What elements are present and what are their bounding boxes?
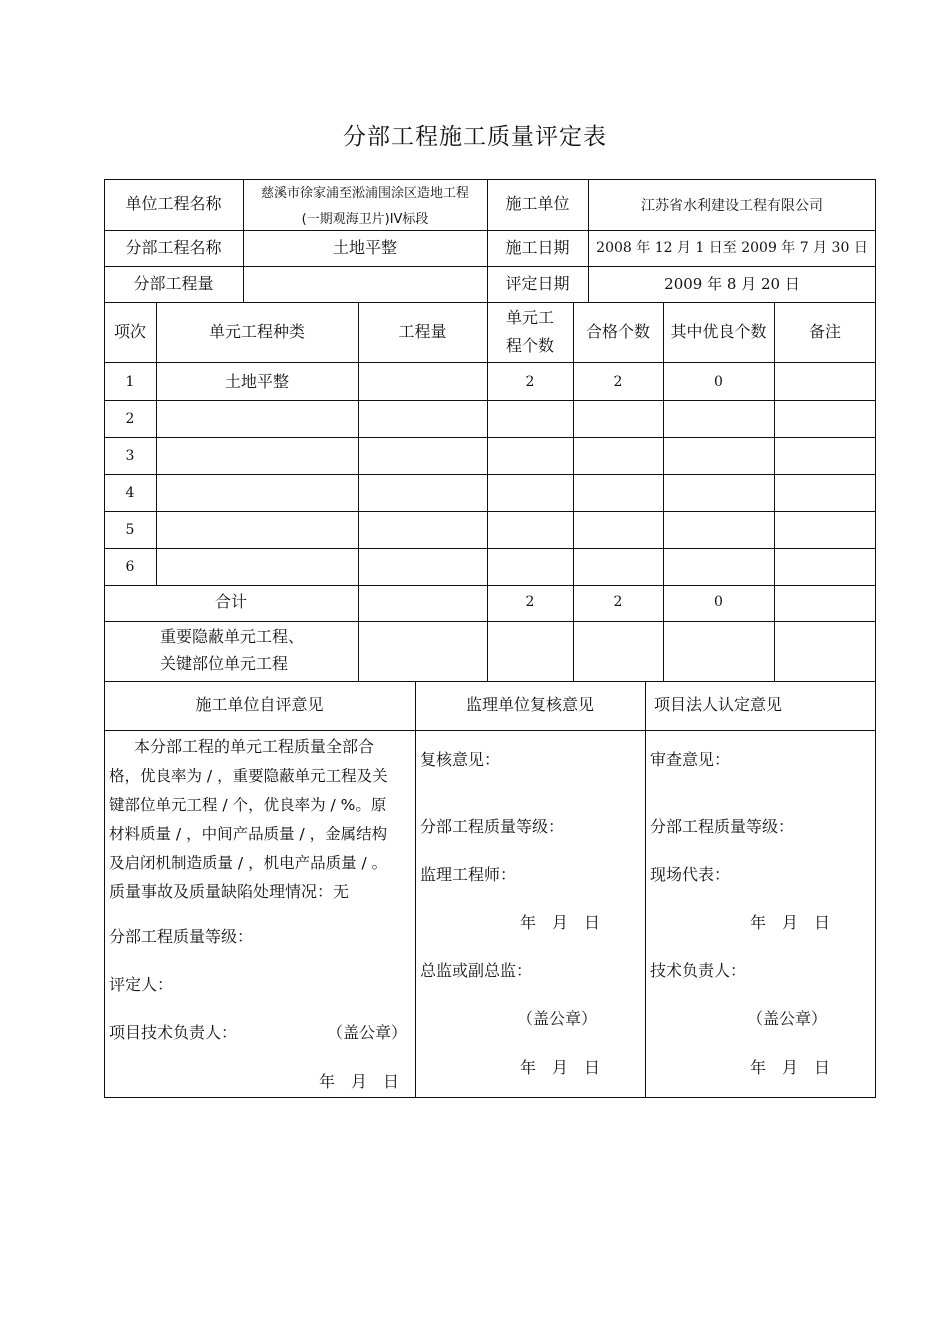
owner-seal: （盖公章） (747, 1009, 828, 1028)
contractor-opinion-text-2: 格，优良率为 / ，重要隐蔽单元工程及关 (109, 767, 388, 785)
row-divider (104, 548, 876, 549)
row-divider (104, 681, 876, 682)
unit-project-name-line1: 慈溪市徐家浦至淞浦围涂区造地工程 (260, 186, 469, 201)
owner-date-2: 年 月 日 (750, 1058, 831, 1077)
construction-date-value: 2008 年 12 月 1 日至 2009 年 7 月 30 日 (596, 240, 868, 256)
owner-grade-label: 分部工程质量等级： (650, 817, 795, 836)
row-seq: 3 (125, 448, 135, 464)
row-divider (104, 621, 876, 622)
eval-date-value: 2009 年 8 月 20 日 (664, 275, 800, 293)
row-divider (104, 302, 876, 303)
row-seq: 6 (125, 559, 135, 575)
col-divider (487, 302, 488, 681)
contractor-value: 江苏省水利建设工程有限公司 (641, 198, 823, 214)
contractor-date: 年 月 日 (319, 1072, 400, 1091)
row-type: 土地平整 (224, 372, 289, 391)
supervisor-grade-label: 分部工程质量等级： (420, 817, 565, 836)
page-title: 分部工程施工质量评定表 (343, 124, 607, 150)
construction-date-label: 施工日期 (505, 238, 570, 257)
row-divider (104, 362, 876, 363)
col-divider (415, 681, 416, 1098)
unit-project-name-line2: (一期观海卫片)IV标段 (301, 212, 429, 227)
col-divider (358, 302, 359, 681)
col-header-quantity: 工程量 (398, 322, 447, 341)
col-header-pass: 合格个数 (585, 322, 650, 341)
col-header-count-line2: 程个数 (505, 336, 554, 355)
unit-project-label: 单位工程名称 (125, 194, 222, 213)
contractor-grade-label: 分部工程质量等级： (109, 927, 254, 946)
sub-project-label: 分部工程名称 (125, 238, 222, 257)
owner-date-1: 年 月 日 (750, 913, 831, 932)
owner-opinion-header: 项目法人认定意见 (654, 695, 783, 714)
total-pass: 2 (613, 594, 623, 610)
col-header-remark: 备注 (808, 322, 841, 341)
contractor-opinion-text-5: 及启闭机制造质量 / ，机电产品质量 / 。 (109, 854, 388, 872)
contractor-tech-lead-label: 项目技术负责人： (109, 1023, 238, 1042)
row-pass: 2 (613, 374, 623, 390)
row-divider (104, 474, 876, 475)
col-divider (156, 302, 157, 585)
row-seq: 4 (125, 485, 135, 501)
contractor-evaluator-label: 评定人： (109, 975, 174, 994)
owner-review-label: 审查意见： (650, 750, 731, 769)
owner-representative-label: 现场代表： (650, 865, 731, 884)
contractor-opinion-header: 施工单位自评意见 (195, 695, 324, 714)
col-divider (774, 302, 775, 681)
col-header-count-line1: 单元工 (505, 308, 554, 327)
row-count: 2 (525, 374, 535, 390)
supervisor-opinion-header: 监理单位复核意见 (465, 695, 594, 714)
row-divider (104, 400, 876, 401)
total-count: 2 (525, 594, 535, 610)
row-excellent: 0 (714, 374, 723, 390)
row-seq: 2 (125, 411, 135, 427)
col-divider (663, 302, 664, 681)
supervisor-date-1: 年 月 日 (520, 913, 601, 932)
contractor-label: 施工单位 (505, 194, 570, 213)
contractor-seal: （盖公章） (327, 1023, 408, 1042)
contractor-opinion-text-1: 本分部工程的单元工程质量全部合 (134, 737, 375, 756)
contractor-opinion-text-6: 质量事故及质量缺陷处理情况：无 (109, 882, 350, 901)
row-divider (104, 511, 876, 512)
col-header-type: 单元工程种类 (208, 322, 305, 341)
contractor-opinion-text-4: 材料质量 / ，中间产品质量 / ，金属结构 (109, 825, 388, 843)
contractor-opinion-text-3: 键部位单元工程 / 个，优良率为 / %。原 (109, 796, 387, 814)
owner-tech-lead-label: 技术负责人： (650, 961, 747, 980)
col-divider (645, 681, 646, 1098)
supervisor-chief-label: 总监或副总监： (420, 961, 533, 980)
eval-date-label: 评定日期 (505, 274, 570, 293)
row-divider (104, 730, 876, 731)
supervisor-seal: （盖公章） (517, 1009, 598, 1028)
total-label: 合计 (214, 592, 247, 611)
row-divider (104, 585, 876, 586)
row-seq: 5 (125, 522, 135, 538)
key-units-line2: 关键部位单元工程 (160, 654, 289, 673)
supervisor-engineer-label: 监理工程师： (420, 865, 517, 884)
row-divider (104, 437, 876, 438)
row-divider (104, 266, 876, 267)
row-divider (104, 230, 876, 231)
col-header-seq: 项次 (113, 322, 146, 341)
key-units-line1: 重要隐蔽单元工程、 (160, 627, 305, 646)
col-divider (573, 302, 574, 681)
total-excellent: 0 (714, 594, 723, 610)
col-header-excellent: 其中优良个数 (670, 322, 767, 341)
supervisor-date-2: 年 月 日 (520, 1058, 601, 1077)
row-seq: 1 (125, 374, 135, 390)
sub-project-value: 土地平整 (332, 238, 397, 257)
quantity-label: 分部工程量 (133, 274, 214, 293)
supervisor-review-label: 复核意见： (420, 750, 501, 769)
